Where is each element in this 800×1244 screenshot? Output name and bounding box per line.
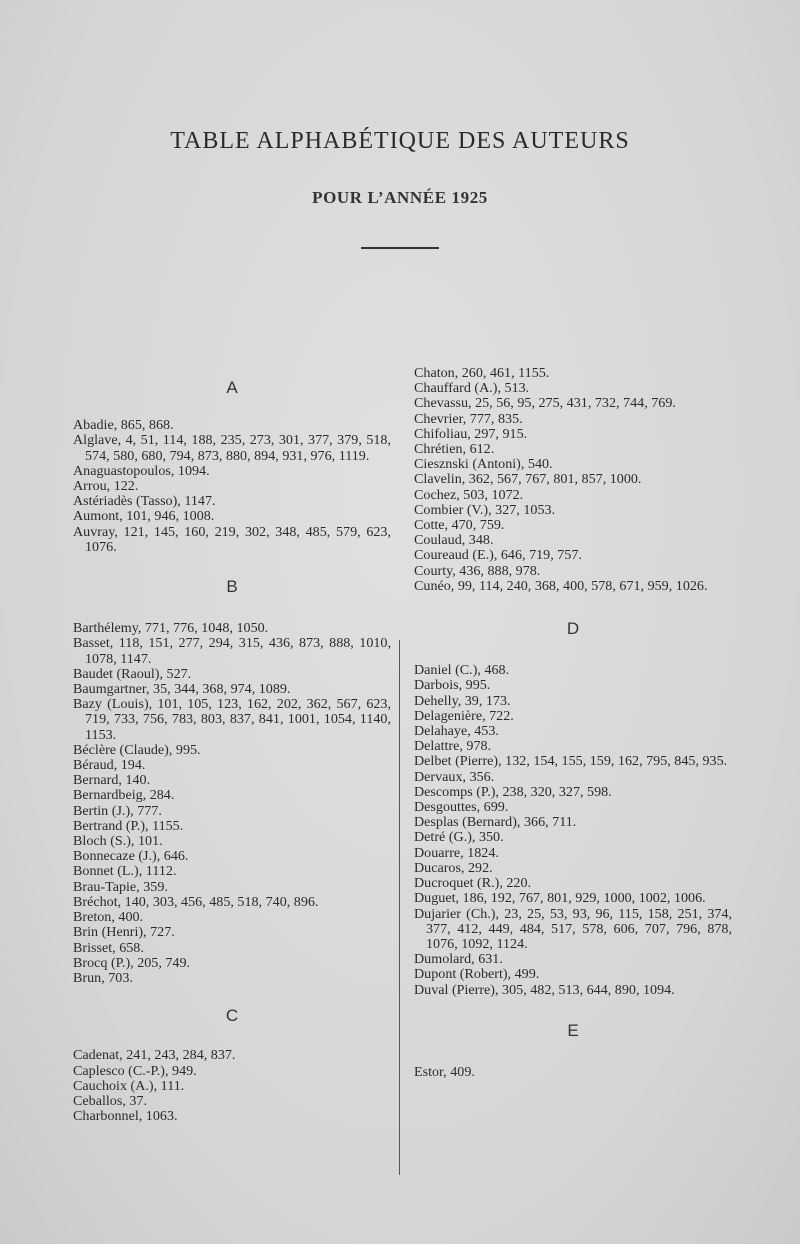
author-entry: Courty, 436, 888, 978. [414, 562, 541, 579]
author-entry: Bonnecaze (J.), 646. [73, 848, 189, 865]
author-entry: Barthélemy, 771, 776, 1048, 1050. [73, 620, 269, 637]
author-entry: Bazy (Louis), 101, 105, 123, 162, 202, 362, 567, 623, 719, 733, 756, 783, 803, 837, 841, 1001, 1054, 1140, 1153. [73, 696, 391, 743]
author-entry: Alglave, 4, 51, 114, 188, 235, 273, 301, 377, 379, 518, 574, 580, 680, 794, 873, 880, 894, 931, 976, 1119. [73, 432, 391, 464]
author-list-c-continued [414, 366, 732, 594]
author-entry: Cotte, 470, 759. [414, 517, 505, 534]
title-rule [361, 247, 439, 249]
author-entry: Desplas (Bernard), 366, 711. [414, 814, 577, 831]
author-entry: Abadie, 865, 868. [73, 417, 174, 434]
author-entry: Delbet (Pierre), 132, 154, 155, 159, 162, 795, 845, 935. [414, 753, 728, 770]
column-divider [399, 640, 400, 1175]
author-entry: Cadenat, 241, 243, 284, 837. [73, 1047, 236, 1064]
author-entry: Ceballos, 37. [73, 1092, 147, 1109]
author-entry: Arrou, 122. [73, 478, 139, 495]
author-entry: Descomps (P.), 238, 320, 327, 598. [414, 783, 612, 800]
author-entry: Brocq (P.), 205, 749. [73, 954, 191, 971]
left-column [73, 380, 391, 1124]
author-entry: Caplesco (C.-P.), 949. [73, 1062, 197, 1079]
author-entry: Delahaye, 453. [414, 723, 499, 740]
author-entry: Duval (Pierre), 305, 482, 513, 644, 890, 1094. [414, 981, 675, 998]
author-entry: Dehelly, 39, 173. [414, 692, 511, 709]
author-entry: Dupont (Robert), 499. [414, 966, 540, 983]
section-letter-a: A [226, 378, 238, 397]
author-entry: Ducroquet (R.), 220. [414, 875, 532, 892]
author-entry: Cauchoix (A.), 111. [73, 1077, 185, 1094]
author-entry: Baumgartner, 35, 344, 368, 974, 1089. [73, 681, 291, 698]
author-entry: Douarre, 1824. [414, 844, 499, 861]
author-entry: Ciesznski (Antoni), 540. [414, 456, 553, 473]
right-column [414, 366, 732, 1080]
section-letter-b: B [226, 577, 238, 597]
author-entry: Brau-Tapie, 359. [73, 878, 168, 895]
author-entry: Duguet, 186, 192, 767, 801, 929, 1000, 1002, 1006. [414, 890, 706, 907]
author-entry: Estor, 409. [414, 1063, 475, 1080]
author-entry: Aumont, 101, 946, 1008. [73, 508, 215, 525]
author-entry: Brun, 703. [73, 969, 133, 986]
author-entry: Anaguastopoulos, 1094. [73, 462, 210, 479]
author-entry: Bréchot, 140, 303, 456, 485, 518, 740, 896. [73, 893, 319, 910]
author-entry: Breton, 400. [73, 909, 144, 926]
page-subtitle: POUR L’ANNÉE 1925 [312, 188, 488, 207]
author-entry: Cunéo, 99, 114, 240, 368, 400, 578, 671, 959, 1026. [414, 577, 708, 594]
author-entry: Bernardbeig, 284. [73, 787, 175, 804]
author-list-b [73, 621, 391, 986]
author-entry: Clavelin, 362, 567, 767, 801, 857, 1000. [414, 471, 642, 488]
author-entry: Coureaud (E.), 646, 719, 757. [414, 547, 582, 564]
author-entry: Auvray, 121, 145, 160, 219, 302, 348, 485, 579, 623, 1076. [73, 523, 391, 555]
author-entry: Charbonnel, 1063. [73, 1108, 178, 1125]
author-entry: Ducaros, 292. [414, 859, 493, 876]
author-entry: Chaton, 260, 461, 1155. [414, 365, 550, 381]
author-entry: Delagenière, 722. [414, 707, 514, 724]
author-entry: Brin (Henri), 727. [73, 924, 175, 941]
author-entry: Delattre, 978. [414, 738, 492, 755]
author-entry: Combier (V.), 327, 1053. [414, 501, 556, 518]
author-entry: Coulaud, 348. [414, 532, 494, 549]
author-entry: Astériadès (Tasso), 1147. [73, 493, 216, 510]
author-entry: Bloch (S.), 101. [73, 833, 163, 850]
author-list-d [414, 663, 732, 997]
author-entry: Baudet (Raoul), 527. [73, 665, 192, 682]
author-entry: Chrétien, 612. [414, 441, 495, 458]
section-letter-d: D [566, 619, 580, 639]
section-letter-c: C [225, 1006, 239, 1026]
author-entry: Bertin (J.), 777. [73, 802, 162, 819]
author-entry: Basset, 118, 151, 277, 294, 315, 436, 873, 888, 1010, 1078, 1147. [73, 635, 391, 667]
page-title: TABLE ALPHABÉTIQUE DES AUTEURS [170, 128, 630, 154]
author-entry: Chauffard (A.), 513. [414, 380, 530, 397]
author-entry: Darbois, 995. [414, 677, 491, 694]
author-entry: Cochez, 503, 1072. [414, 486, 524, 503]
author-entry: Dervaux, 356. [414, 768, 495, 785]
author-list-e [414, 1065, 732, 1080]
author-entry: Chevrier, 777, 835. [414, 410, 523, 427]
author-entry: Brisset, 658. [73, 939, 144, 956]
author-entry: Chevassu, 25, 56, 95, 275, 431, 732, 744, 769. [414, 395, 676, 412]
author-entry: Béraud, 194. [73, 757, 146, 774]
author-entry: Chifoliau, 297, 915. [414, 425, 528, 442]
author-entry: Detré (G.), 350. [414, 829, 504, 846]
author-entry: Bertrand (P.), 1155. [73, 817, 184, 834]
author-entry: Bonnet (L.), 1112. [73, 863, 177, 880]
author-entry: Béclère (Claude), 995. [73, 741, 201, 758]
author-entry: Desgouttes, 699. [414, 799, 509, 816]
author-entry: Bernard, 140. [73, 772, 151, 789]
author-entry: Dujarier (Ch.), 23, 25, 53, 93, 96, 115, 158, 251, 374, 377, 412, 449, 484, 517, 578, 606, 707, 796, 878, 1076, 1092, 1124. [414, 905, 732, 952]
author-entry: Dumolard, 631. [414, 951, 503, 968]
author-list-c [73, 1048, 391, 1124]
author-list-a [73, 418, 391, 555]
author-entry: Daniel (C.), 468. [414, 662, 510, 679]
section-letter-e: E [567, 1020, 579, 1040]
